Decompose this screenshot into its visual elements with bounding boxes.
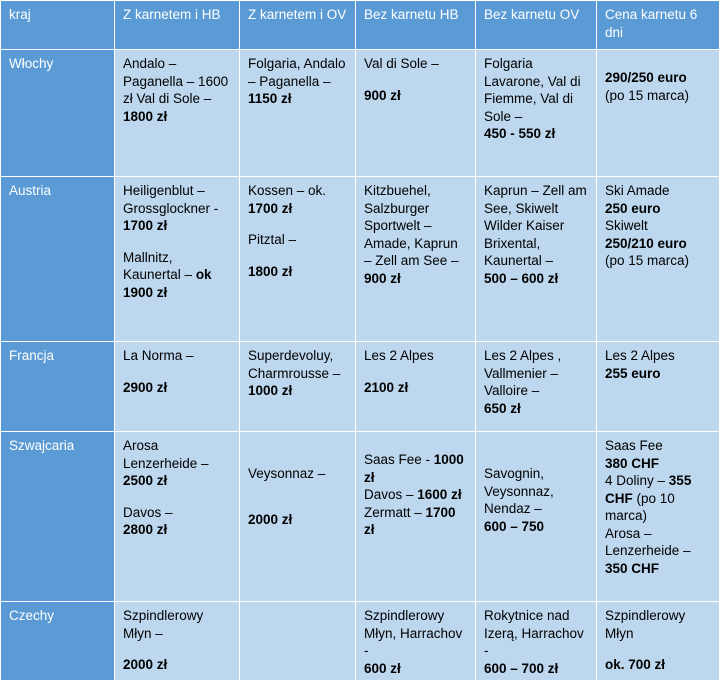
spacer (364, 73, 468, 87)
country-cell: Francja (1, 342, 115, 432)
cell-karnet-hb: Andalo – Paganella – 1600 zł Val di Sole – 1800 zł (115, 50, 240, 177)
cell-bez-ov: Les 2 Alpes , Vallmenier – Valloire – 650 zł (476, 342, 597, 432)
cell-karnet-hb: Szpindlerowy Młyn – 2000 zł (115, 602, 240, 680)
header-bez-karnetu-hb: Bez karnetu HB (356, 1, 476, 50)
cell-cena-karnetu: Szpindlerowy Młyn ok. 700 zł (597, 602, 719, 680)
spacer (248, 249, 348, 263)
spacer (484, 437, 589, 451)
cell-bez-ov: Kaprun – Zell am See, Skiwelt Wilder Kaiser Brixental, Kaunertal – 500 – 600 zł (476, 177, 597, 342)
cell-cena-karnetu: Ski Amade 250 euro Skiwelt 250/210 euro (po 15 marca) (597, 177, 719, 342)
spacer (605, 55, 712, 69)
cell-bez-hb: Val di Sole – 900 zł (356, 50, 476, 177)
cell-bez-ov: Savognin, Veysonnaz, Nendaz – 600 – 750 (476, 432, 597, 602)
country-cell: Czechy (1, 602, 115, 680)
table-row (1, 342, 719, 432)
table-header-row (1, 1, 719, 50)
cell-karnet-hb: Arosa Lenzerheide – 2500 zł Davos – 2800 zł (115, 432, 240, 602)
header-country: kraj (1, 1, 115, 50)
cell-bez-hb: Saas Fee - 1000 zł Davos – 1600 zł Zermatt – 1700 zł (356, 432, 476, 602)
spacer (123, 235, 232, 249)
header-karnet-ov: Z karnetem i OV (240, 1, 356, 50)
cell-karnet-ov: Folgaria, Andalo – Paganella – 1150 zł (240, 50, 356, 177)
cell-karnet-ov: Veysonnaz – 2000 zł (240, 432, 356, 602)
cell-cena-karnetu: Les 2 Alpes 255 euro (597, 342, 719, 432)
cell-karnet-ov: Superdevoluy, Charmrousse – 1000 zł (240, 342, 356, 432)
spacer (123, 642, 232, 656)
header-bez-karnetu-ov: Bez karnetu OV (476, 1, 597, 50)
country-cell: Szwajcaria (1, 432, 115, 602)
cell-bez-ov: Folgaria Lavarone, Val di Fiemme, Val di Sole – 450 - 550 zł (476, 50, 597, 177)
cell-karnet-ov (240, 602, 356, 680)
cell-bez-ov: Rokytnice nad Izerą, Harrachov - 600 – 700 zł (476, 602, 597, 680)
spacer (123, 490, 232, 504)
spacer (364, 365, 468, 379)
cell-bez-hb: Szpindlerowy Młyn, Harrachov - 600 zł (356, 602, 476, 680)
spacer (364, 437, 468, 451)
cell-bez-hb: Les 2 Alpes 2100 zł (356, 342, 476, 432)
spacer (248, 483, 348, 497)
table-row (1, 177, 719, 342)
header-cena-karnetu: Cena karnetu 6 dni (597, 1, 719, 50)
cell-karnet-hb: La Norma – 2900 zł (115, 342, 240, 432)
cell-bez-hb: Kitzbuehel, Salzburger Sportwelt – Amade, Kaprun – Zell am See – 900 zł (356, 177, 476, 342)
cell-karnet-hb: Heiligenblut – Grossglockner - 1700 zł Mallnitz, Kaunertal – ok 1900 zł (115, 177, 240, 342)
spacer (248, 451, 348, 465)
country-cell: Włochy (1, 50, 115, 177)
spacer (484, 451, 589, 465)
spacer (605, 642, 712, 656)
table-row (1, 50, 719, 177)
cell-karnet-ov: Kossen – ok. 1700 zł Pitztal – 1800 zł (240, 177, 356, 342)
country-cell: Austria (1, 177, 115, 342)
spacer (248, 217, 348, 231)
header-karnet-hb: Z karnetem i HB (115, 1, 240, 50)
spacer (123, 365, 232, 379)
table-row (1, 432, 719, 602)
cell-cena-karnetu: Saas Fee 380 CHF 4 Doliny – 355 CHF (po 10 marca) Arosa – Lenzerheide – 350 CHF (597, 432, 719, 602)
cell-cena-karnetu: 290/250 euro (po 15 marca) (597, 50, 719, 177)
spacer (248, 497, 348, 511)
table-row (1, 602, 719, 680)
spacer (248, 437, 348, 451)
